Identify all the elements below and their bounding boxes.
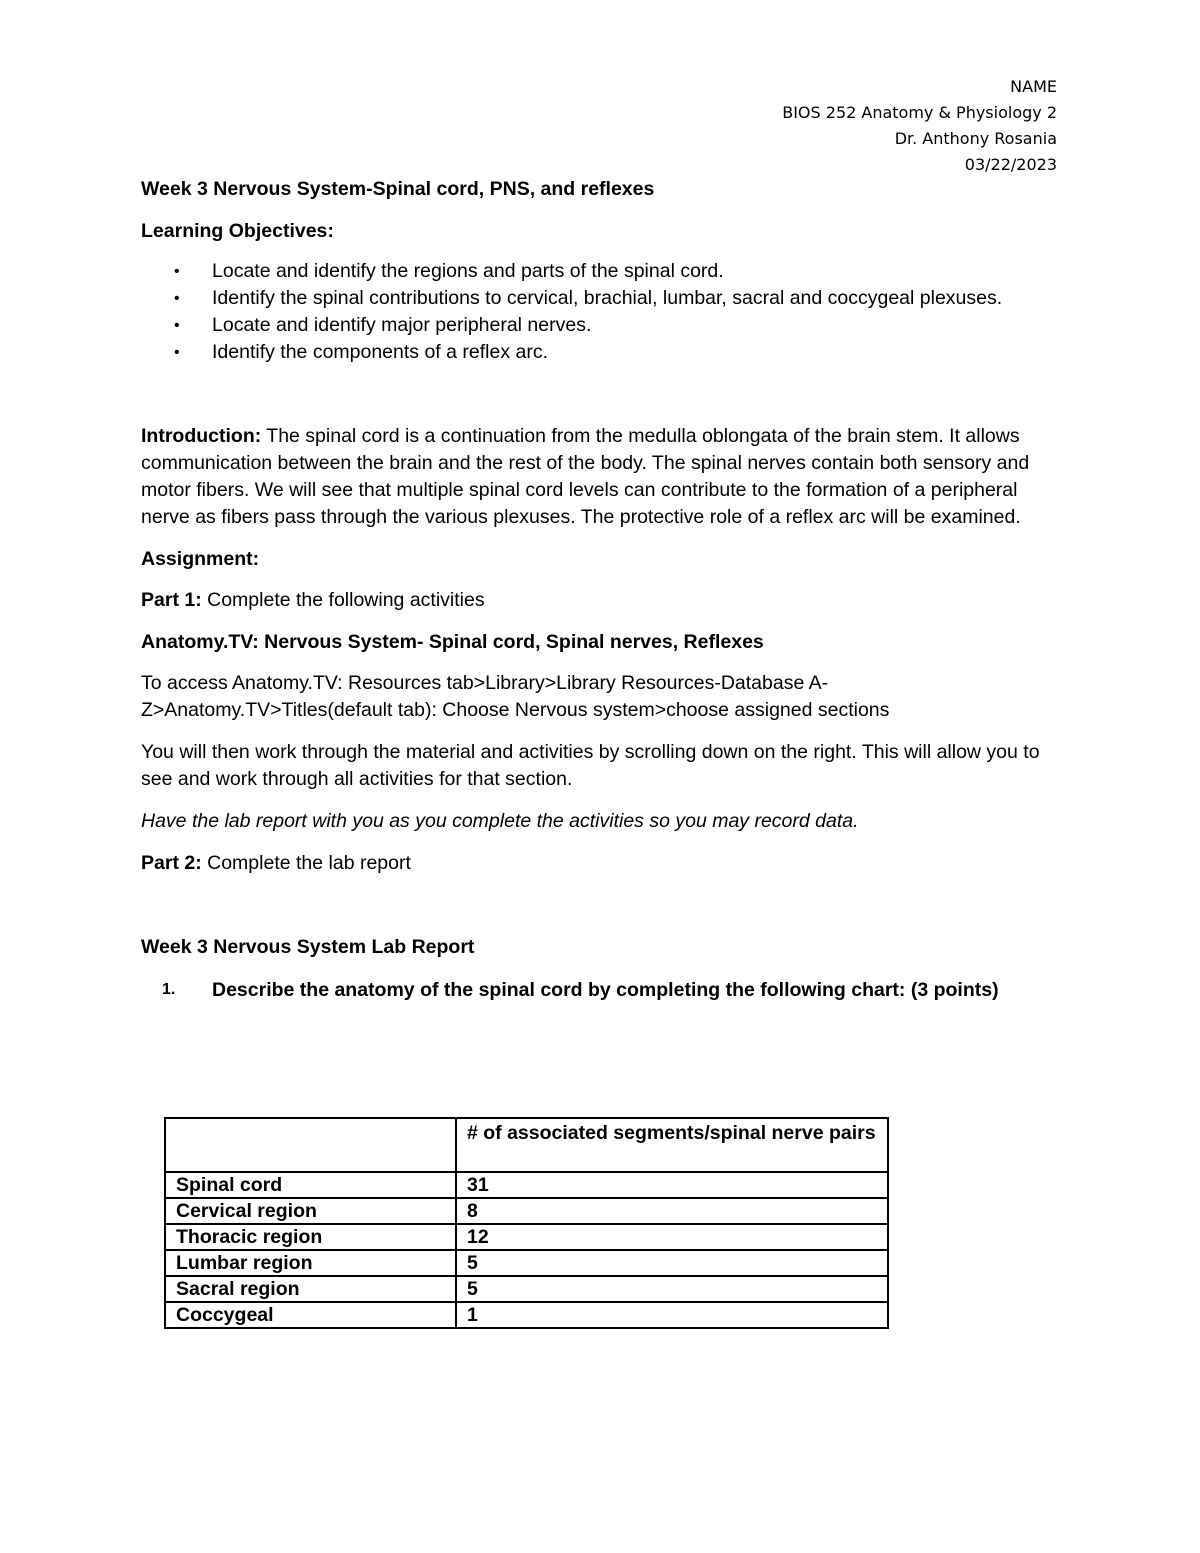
objective-item: • Identify the components of a reflex arc. [141,339,1061,366]
bullet-icon: • [174,263,180,280]
table-row [165,1250,888,1276]
document-date: 03/22/2023 [964,155,1057,174]
assignment-heading: Assignment: [141,548,260,570]
table-header-row [165,1118,888,1172]
table-row [165,1276,888,1302]
table-cell: Spinal cord [165,1172,456,1198]
spinal-cord-chart [164,1117,889,1329]
bullet-icon: • [174,317,180,334]
part2-label: Part 2: [141,852,202,874]
access-instructions [141,670,1061,724]
table-row [165,1172,888,1198]
table-header-cell: # of associated segments/spinal nerve pairs [456,1118,888,1172]
table-cell: Cervical region [165,1198,456,1224]
bullet-icon: • [174,344,180,361]
table-cell[interactable]: 1 [456,1302,888,1328]
objective-item: • Locate and identify major peripheral nerves. [141,312,1061,339]
table-cell[interactable]: 5 [456,1250,888,1276]
table-header-cell [165,1118,456,1172]
part1-label: Part 1: [141,589,202,611]
course-name: BIOS 252 Anatomy & Physiology 2 [782,103,1057,122]
objectives-heading: Learning Objectives: [141,220,334,242]
table-cell[interactable]: 12 [456,1224,888,1250]
question-item [141,976,1061,1004]
part2-text: Complete the lab report [201,852,411,874]
table-cell: Sacral region [165,1276,456,1302]
document-body [141,176,1061,1004]
instructor-name: Dr. Anthony Rosania [894,129,1057,148]
objectives-list [141,258,1061,366]
bullet-icon: • [174,290,180,307]
table-cell[interactable]: 8 [456,1198,888,1224]
introduction-label: Introduction: [141,425,262,447]
introduction-paragraph [141,423,1061,531]
access-line-2: Z>Anatomy.TV>Titles(default tab): Choose Nervous system>choose assigned sections [141,699,890,721]
anatomy-tv-heading: Anatomy.TV: Nervous System- Spinal cord, Spinal nerves, Reflexes [141,631,764,653]
page-title: Week 3 Nervous System-Spinal cord, PNS, and reflexes [141,178,655,200]
lab-report-note: Have the lab report with you as you complete the activities so you may record data. [141,810,859,832]
part1-text: Complete the following activities [201,589,485,611]
table-row [165,1198,888,1224]
table-cell: Lumbar region [165,1250,456,1276]
part2-line [141,850,1061,877]
access-line-1: To access Anatomy.TV: Resources tab>Library>Library Resources-Database A- [141,672,829,694]
objective-item: • Locate and identify the regions and parts of the spinal cord. [141,258,1061,285]
table-cell[interactable]: 31 [456,1172,888,1198]
table-cell: Coccygeal [165,1302,456,1328]
question-number: 1. [162,981,176,998]
table-cell[interactable]: 5 [456,1276,888,1302]
part1-line [141,587,1061,614]
objective-item: • Identify the spinal contributions to cervical, brachial, lumbar, sacral and coccygeal plexuses. [141,285,1061,312]
table-row [165,1224,888,1250]
lab-report-title: Week 3 Nervous System Lab Report [141,936,475,958]
work-instructions: You will then work through the material and activities by scrolling down on the right. This will allow you to see and work through all activities for that section. [141,741,1040,790]
table-row [165,1302,888,1328]
student-name: NAME [1010,77,1057,96]
question-text: Describe the anatomy of the spinal cord by completing the following chart: (3 points) [212,979,999,1001]
document-header [782,74,1057,178]
table-cell: Thoracic region [165,1224,456,1250]
introduction-text: The spinal cord is a continuation from the medulla oblongata of the brain stem. It allows communication between the brain and the rest of the body. The spinal nerves contain both sensory and motor fibers. We will see that multiple spinal cord levels can contribute to the formation of a peripheral nerve as fibers pass through the various plexuses. The protective role of a reflex arc will be examined. [141,425,1030,528]
question-list [141,976,1061,1004]
